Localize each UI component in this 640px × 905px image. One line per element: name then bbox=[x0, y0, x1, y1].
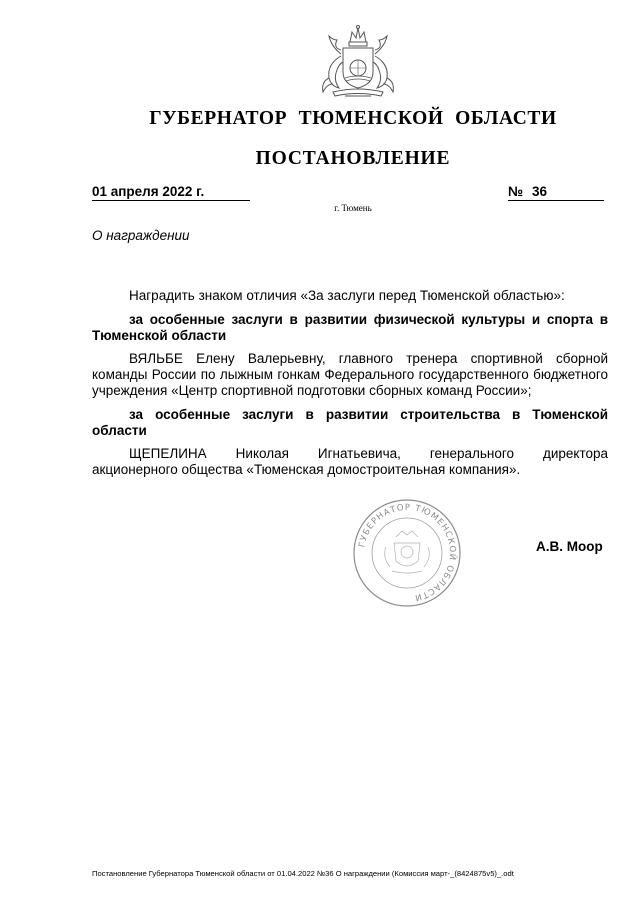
section1-recipient: ВЯЛЬБЕ Елену Валерьевну, главного тренера спортивной сборной команды России по лыжным гонкам Федерального государственного бюджетного учреждения «Центр спортивной подготовки сборных команд России»; bbox=[92, 351, 608, 398]
section1-heading: за особенные заслуги в развитии физической культуры и спорта в Тюменской области bbox=[92, 312, 608, 343]
official-seal-stamp bbox=[352, 497, 462, 609]
coat-of-arms-emblem bbox=[315, 24, 401, 100]
document-number-field bbox=[532, 184, 604, 201]
document-number-label: № bbox=[508, 184, 532, 201]
issue-city: г. Тюмень bbox=[334, 203, 372, 213]
section2-recipient-line2: акционерного общества «Тюменская домостроительная компания». bbox=[92, 462, 521, 477]
document-number: 36 bbox=[532, 184, 548, 199]
document-type-title: ПОСТАНОВЛЕНИЕ bbox=[255, 148, 451, 169]
document-subject: О награждении bbox=[92, 228, 190, 243]
issuing-authority-title: ГУБЕРНАТОР ТЮМЕНСКОЙ ОБЛАСТИ bbox=[149, 108, 557, 129]
section2-heading: за особенные заслуги в развитии строительства в Тюменской области bbox=[92, 407, 608, 438]
document-footer: Постановление Губернатора Тюменской области от 01.04.2022 №36 О награждении (Комиссия март-_(8424875v5)_.odt bbox=[92, 869, 514, 878]
document-body bbox=[92, 288, 608, 478]
section2-recipient-line1: ЩЕПЕЛИНА Николая Игнатьевича, генерального директора bbox=[129, 446, 608, 461]
document-date: 01 апреля 2022 г. bbox=[92, 184, 250, 201]
intro-paragraph: Наградить знаком отличия «За заслуги перед Тюменской областью»: bbox=[129, 288, 565, 303]
signatory-name: А.В. Моор bbox=[536, 539, 603, 554]
seal-text: ГУБЕРНАТОР ТЮМЕНСКОЙ ОБЛАСТИ bbox=[357, 502, 458, 603]
